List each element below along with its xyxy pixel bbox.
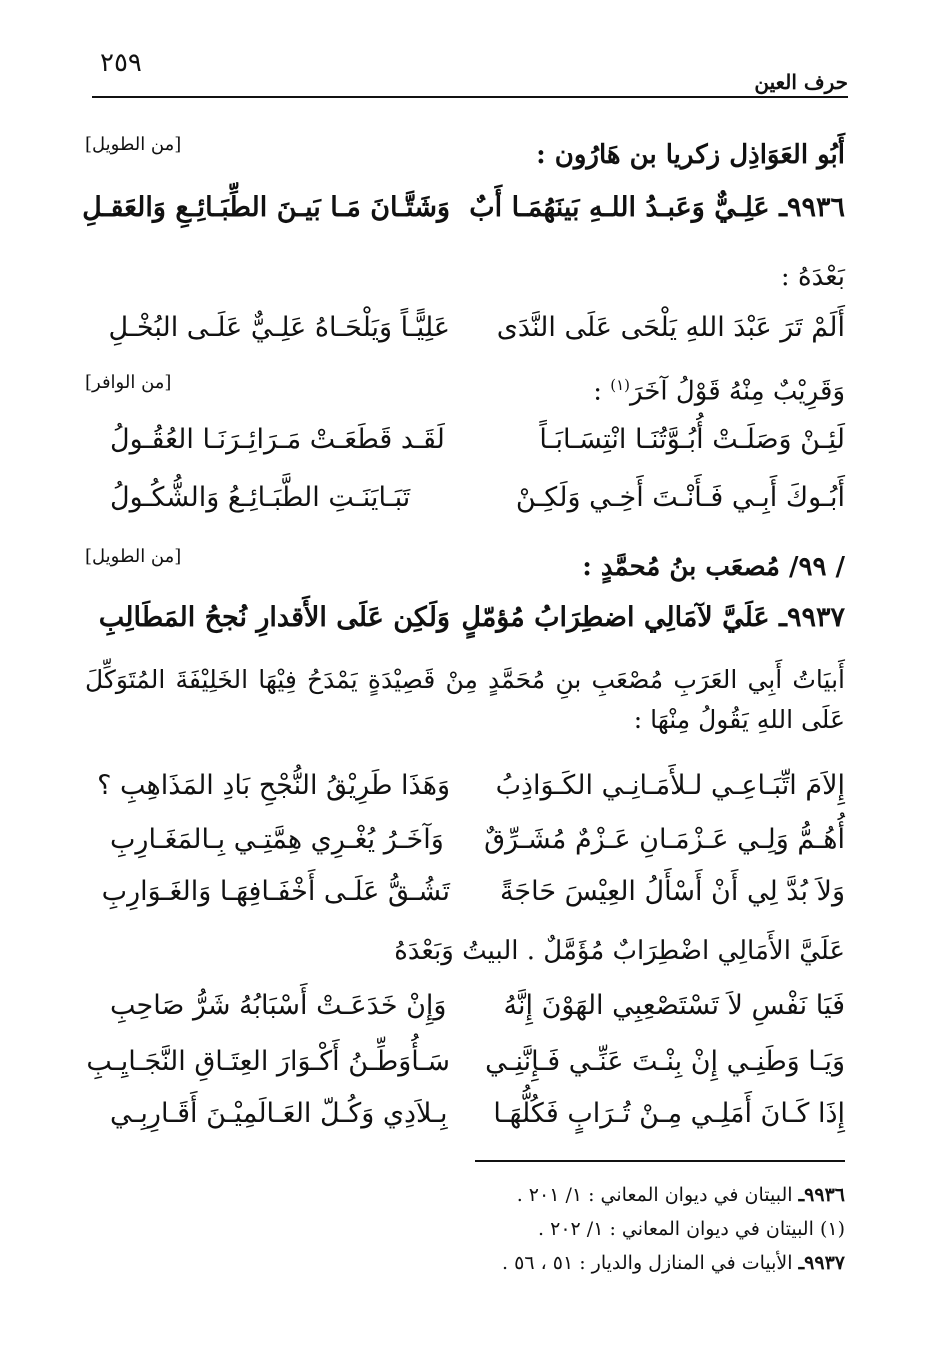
footnote-text: البيتان في ديوان المعاني : ١/ ٢٠١ . xyxy=(516,1184,793,1206)
verse-second-hemistich: بِـلاَدِي وَكُـلّ العَـالَمِيْـنَ أَقَـارِبِـي xyxy=(110,1098,448,1129)
transition-text: بَعْدَهُ : xyxy=(780,262,845,292)
header-rule xyxy=(92,96,848,98)
verse-second-hemistich: وَآخَـرُ يُغْـرِي هِمَّتِـي بِـالمَغَـارِبِ xyxy=(110,824,444,855)
footnote xyxy=(517,1184,845,1206)
verse-second-hemistich: وَلَكِن عَلَى الأَقدارِ نُجحُ المَطَالِبِ xyxy=(98,602,450,633)
poet-heading: / ٩٩/ مُصعَب بنُ مُحمَّدٍ : xyxy=(582,552,845,582)
verse-second-hemistich: وَهَذَا طَرِيْقُ النُّجْحِ بَادِ المَذَاهِبِ ؟ xyxy=(97,770,450,801)
verse-first-hemistich: وَيَـا وَطَنِـي إِنْ بِنْـتَ عَنِّـي فَـإِنَّنِـي xyxy=(485,1046,845,1077)
prose-line: عَلَيَّ الأَمَالِي اضْطِرَابٌ مُؤَمَّلٌ . البيتُ وَبَعْدَهُ xyxy=(394,936,845,966)
verse-first-hemistich: لَئِـنْ وَصَلَـتْ أُبُـوَّتُنَـا انْتِسَـابَـاً xyxy=(539,424,845,455)
meter-label: [من الوافر] xyxy=(85,372,172,393)
verse-first-hemistich: وَلاَ بُدَّ لِي أَنْ أَسْأَلُ العِيْسَ حَاجَةً xyxy=(499,876,845,907)
footnote xyxy=(538,1218,845,1240)
meter-label: [من الطويل] xyxy=(85,546,182,567)
verse-first-hemistich: إِذَا كَـانَ أَمَلِـي مِـنْ تُـرَابٍ فَكُلُّهَـا xyxy=(493,1098,845,1129)
verse-second-hemistich: عَلِيًّـاً وَيَلْحَـاهُ عَلِـيٌّ عَلَـى البُخْـلِ xyxy=(108,312,450,343)
verse-second-hemistich: لَقَـد قَطَعَـتْ مَـرَائِـرَنَـا العُقُـولُ xyxy=(110,424,445,455)
verse-first-hemistich: ٩٩٣٧ـ عَلَيَّ لآمَالِي اضطِرَابُ مُؤمّلٍ xyxy=(461,602,845,633)
footnote-text: البيتان في ديوان المعاني : ١/ ٢٠٢ . xyxy=(538,1218,814,1240)
footnote-marker: (١) xyxy=(610,376,630,394)
footnote-number: ٩٩٣٧ـ xyxy=(798,1252,845,1274)
verse-first-hemistich: أَلَمْ تَرَ عَبْدَ اللهِ يَلْحَى عَلَى النَّدَى xyxy=(496,312,845,343)
footnote-number: (١) xyxy=(819,1218,845,1240)
page-number: ٢٥٩ xyxy=(100,48,142,78)
verse-second-hemistich: سَـأُوَطِّـنُ أَكْـوَارَ العِتَـاقِ النَّجَـايِـبِ xyxy=(86,1046,450,1077)
footnote xyxy=(502,1252,845,1274)
transition-text-body: وَقَرِيْبٌ مِنْهُ قَوْلُ آخَرَ xyxy=(630,376,845,407)
verse-first-hemistich: فَيَا نَفْسِ لاَ تَسْتَصْعِبِي الهَوْنَ إِنَّهُ xyxy=(503,990,845,1021)
verse-first-hemistich: إِلاَمَ اتِّبَـاعِـي لـلأَمَـانِـي الكَـوَاذِبُ xyxy=(495,770,845,801)
verse-first-hemistich: أَبُـوكَ أَبِـي فَـأَنْـتَ أَخِـي وَلَكِـنْ xyxy=(515,482,845,513)
prose-paragraph: أَبيَاتُ أَبِي العَرَبِ مُصْعَبِ بنِ مُحَمَّدٍ مِنْ قَصِيْدَةٍ يَمْدَحُ فِيْهَا الخَلِيْفَةَ المُتَوَكِّلَ عَلَى اللهِ يَقُولُ مِنْهَا : xyxy=(85,665,845,734)
verse-second-hemistich: وَإِنْ خَدَعَـتْ أَسْبَابُهُ شَرُّ صَاحِبِ xyxy=(110,990,447,1021)
transition-colon: : xyxy=(593,376,611,407)
footnote-number: ٩٩٣٦ـ xyxy=(798,1184,845,1206)
verse-first-hemistich: أُهُـمُّ وَلِـي عَـزْمَـانِ عَـزْمٌ مُشَـرِّقٌ xyxy=(484,824,845,855)
verse-second-hemistich: تَشُـقُّ عَلَـى أَخْفَـافِهَـا وَالغَـوَارِبِ xyxy=(101,876,450,907)
transition-text xyxy=(85,376,845,407)
verse-first-hemistich: ٩٩٣٦ـ عَلِـيٌّ وَعَبـدُ اللـهِ بَينَهُمَـا أَبٌ xyxy=(469,192,845,223)
poet-heading: أَبُو العَوَاذِل زكريا بن هَارُون : xyxy=(536,140,845,170)
verse-second-hemistich: تَبَـايَنَـتِ الطَّبَـائِـعُ وَالشُّكُـولُ xyxy=(110,482,411,513)
running-head: حرف العين xyxy=(754,70,848,94)
footnote-rule xyxy=(475,1160,845,1162)
verse-second-hemistich: وَشَتَّـانَ مَـا بَيـنَ الطِّبَـائِـعِ وَالعَقـلِ xyxy=(82,192,450,223)
meter-label: [من الطويل] xyxy=(85,134,182,155)
footnote-text: الأبيات في المنازل والديار : ٥١ ، ٥٦ . xyxy=(502,1252,793,1274)
